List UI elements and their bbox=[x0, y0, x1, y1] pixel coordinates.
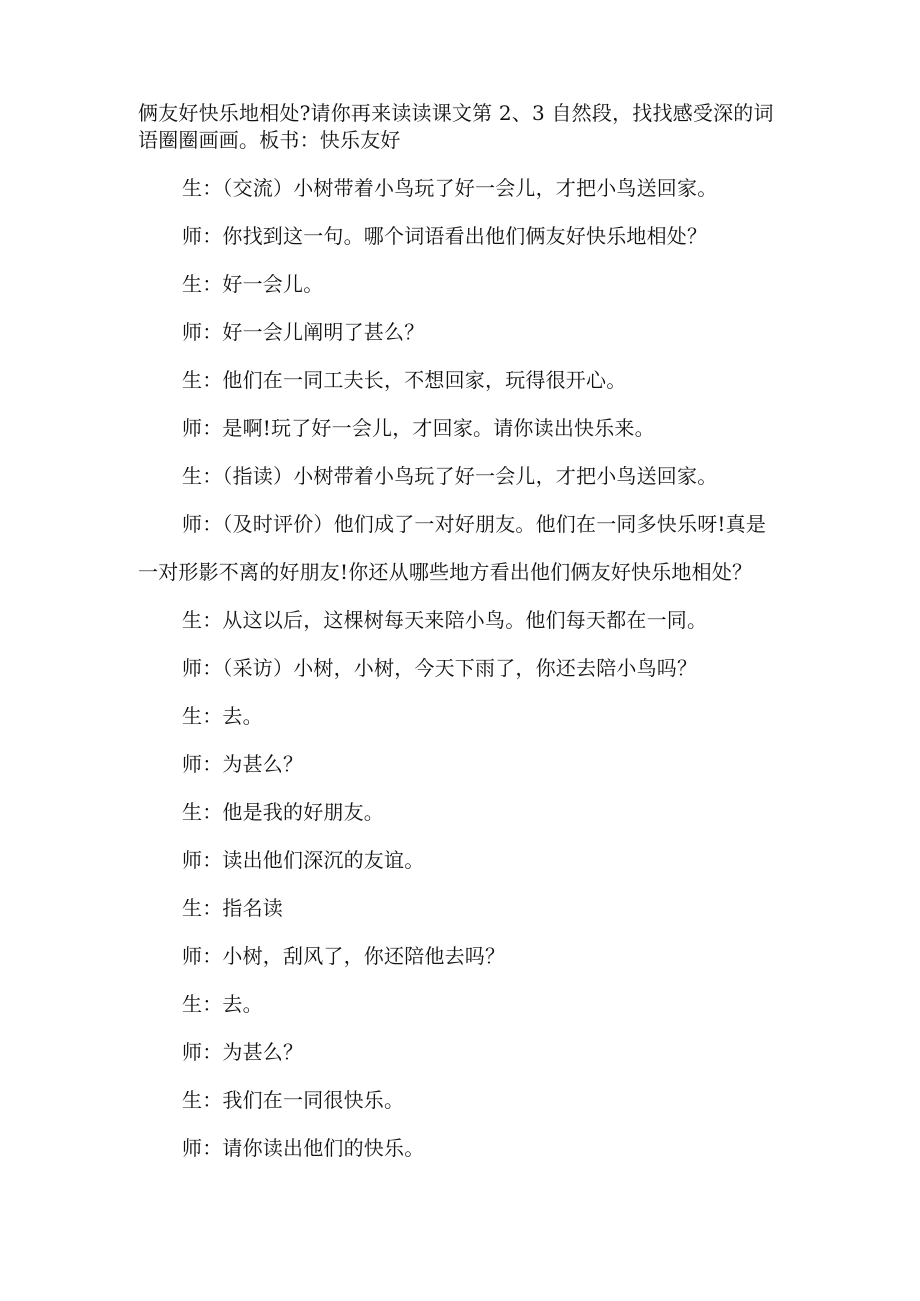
paragraph-teacher-question: 师：小树，刮风了，你还陪他去吗？ bbox=[182, 944, 506, 968]
paragraph-student-answer: 生：从这以后，这棵树每天来陪小鸟。他们每天都在一同。 bbox=[182, 608, 708, 632]
paragraph-student-answer: 生：我们在一同很快乐。 bbox=[182, 1088, 405, 1112]
paragraph-student-answer: 生：去。 bbox=[182, 992, 263, 1016]
paragraph-student-answer: 生：他是我的好朋友。 bbox=[182, 800, 384, 824]
paragraph-teacher-instruction: 师：读出他们深沉的友谊。 bbox=[182, 848, 425, 872]
paragraph-teacher-question: 师：好一会儿阐明了甚么？ bbox=[182, 320, 425, 344]
paragraph-teacher-question: 师：你找到这一句。哪个词语看出他们俩友好快乐地相处？ bbox=[182, 224, 708, 248]
paragraph-teacher-interview: 师：（采访）小树，小树，今天下雨了，你还去陪小鸟吗？ bbox=[182, 656, 698, 680]
paragraph-teacher-remark: 师：是啊!玩了好一会儿，才回家。请你读出快乐来。 bbox=[182, 416, 655, 440]
paragraph-student-reading: 生：指名读 bbox=[182, 896, 283, 920]
paragraph-teacher-evaluation-line1: 师：（及时评价）他们成了一对好朋友。他们在一同多快乐呀!真是 bbox=[182, 512, 767, 536]
paragraph-student-answer: 生：去。 bbox=[182, 704, 263, 728]
paragraph-teacher-question: 师：为甚么？ bbox=[182, 752, 304, 776]
paragraph-teacher-question: 师：为甚么？ bbox=[182, 1040, 304, 1064]
paragraph-student-reading: 生：（指读）小树带着小鸟玩了好一会儿，才把小鸟送回家。 bbox=[182, 464, 718, 488]
paragraph-teacher-evaluation-line2: 一对形影不离的好朋友!你还从哪些地方看出他们俩友好快乐地相处？ bbox=[138, 560, 753, 584]
paragraph-intro: 俩友好快乐地相处?请你再来读读课文第 2、3 自然段，找找感受深的词语圈圈画画。板书：快乐友好 bbox=[138, 101, 774, 152]
paragraph-teacher-instruction: 师：请你读出他们的快乐。 bbox=[182, 1136, 425, 1160]
paragraph-student-answer: 生：好一会儿。 bbox=[182, 272, 324, 296]
paragraph-student-answer: 生：他们在一同工夫长，不想回家，玩得很开心。 bbox=[182, 368, 627, 392]
paragraph-student-exchange: 生：（交流）小树带着小鸟玩了好一会儿，才把小鸟送回家。 bbox=[182, 176, 718, 200]
